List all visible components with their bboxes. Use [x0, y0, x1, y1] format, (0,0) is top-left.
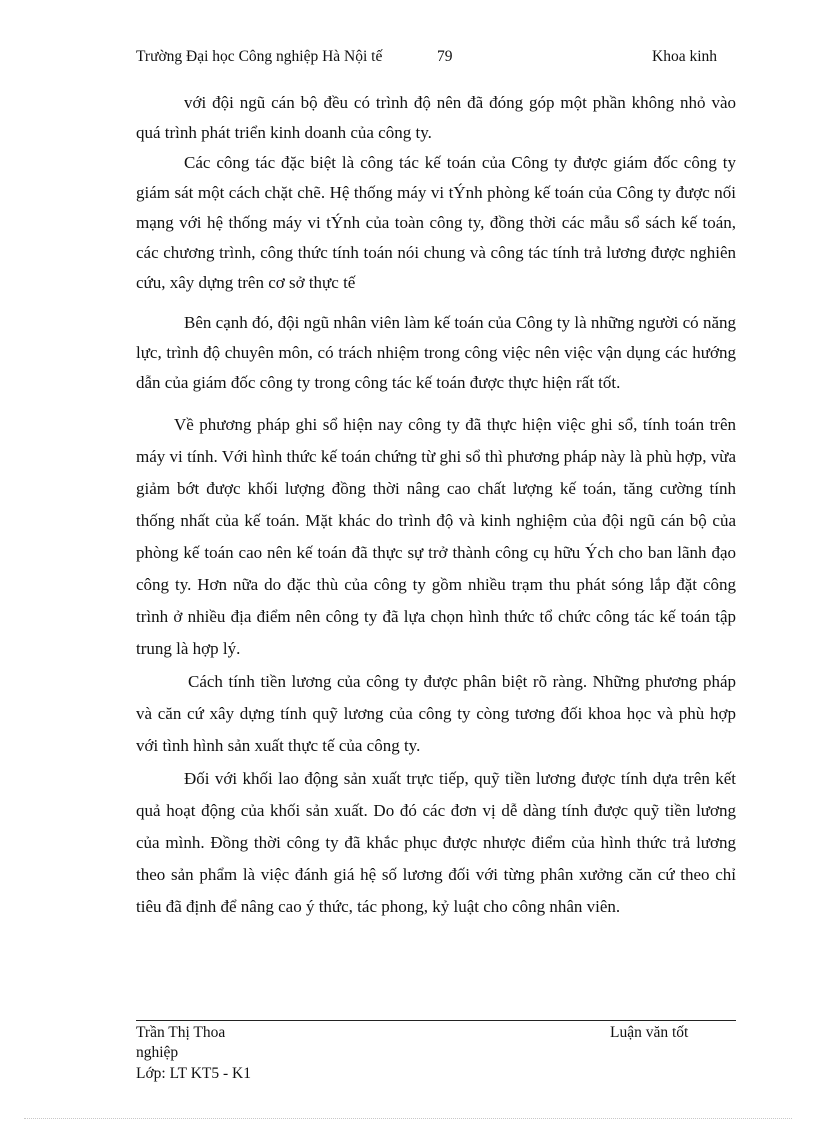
paragraph-3: Bên cạnh đó, đội ngũ nhân viên làm kế toán của Công ty là những người có năng lực, trình độ chuyên môn, có trách nhiệm trong công việc nên việc vận dụng các hướng dẫn của giám đốc công ty trong công tác kế toán được thực hiện rất tốt. — [136, 313, 736, 392]
department-name: Khoa kinh — [652, 48, 718, 65]
author-name: Trần Thị Thoa — [136, 1024, 226, 1041]
school-name: Trường Đại học Công nghiệp Hà Nội tế — [136, 48, 383, 65]
thesis-label: Luận văn tốt — [610, 1024, 689, 1041]
body-text — [136, 88, 736, 923]
thesis-label-continued: nghiệp — [136, 1044, 179, 1061]
class-label: Lớp: LT KT5 - K1 — [136, 1065, 251, 1082]
page-header — [136, 48, 736, 88]
paragraph-4: Về phương pháp ghi sổ hiện nay công ty đã thực hiện việc ghi sổ, tính toán trên máy vi tính. Với hình thức kế toán chứng từ ghi sổ thì phương pháp này là phù hợp, vừa giảm bớt được khối lượng đồng thời nâng cao chất lượng kế toán, tăng cường tính thống nhất của kế toán. Mặt khác do trình độ và kinh nghiệm của đội ngũ cán bộ của phòng kế toán cao nên kế toán đã thực sự trở thành công cụ hữu Ých cho ban lãnh đạo công ty. Hơn nữa do đặc thù của công ty gồm nhiều trạm thu phát sóng lắp đặt công trình ở nhiều địa điểm nên công ty đã lựa chọn hình thức tổ chức công tác kế toán tập trung là hợp lý. — [136, 415, 736, 658]
paragraph-1: với đội ngũ cán bộ đều có trình độ nên đã đóng góp một phần không nhỏ vào quá trình phát triển kinh doanh của công ty. — [136, 93, 736, 142]
paragraph-2: Các công tác đặc biệt là công tác kế toán của Công ty được giám đốc công ty giám sát một cách chặt chẽ. Hệ thống máy vi tÝnh phòng kế toán của Công ty được nối mạng với hệ thống máy vi tÝnh của toàn công ty, đồng thời các mẫu sổ sách kế toán, các chương trình, công thức tính toán nói chung và công tác tính trả lương được nghiên cứu, xây dựng trên cơ sở thực tế — [136, 153, 736, 292]
paragraph-6: Đối với khối lao động sản xuất trực tiếp, quỹ tiền lương được tính dựa trên kết quả hoạt động của khối sản xuất. Do đó các đơn vị dễ dàng tính được quỹ tiền lương của mình. Đồng thời công ty đã khắc phục được nhược điểm của hình thức trả lương theo sản phẩm là việc đánh giá hệ số lương đối với từng phân xưởng căn cứ theo chỉ tiêu đã định để nâng cao ý thức, tác phong, kỷ luật cho công nhân viên. — [136, 769, 736, 916]
paragraph-5: Cách tính tiền lương của công ty được phân biệt rõ ràng. Những phương pháp và căn cứ xây dựng tính quỹ lương của công ty còng tương đối khoa học và phù hợp với tình hình sản xuất thực tế của công ty. — [136, 672, 736, 755]
footer-divider — [136, 1020, 736, 1021]
page-bottom-edge — [24, 1118, 792, 1119]
page-number: 79 — [437, 48, 453, 65]
